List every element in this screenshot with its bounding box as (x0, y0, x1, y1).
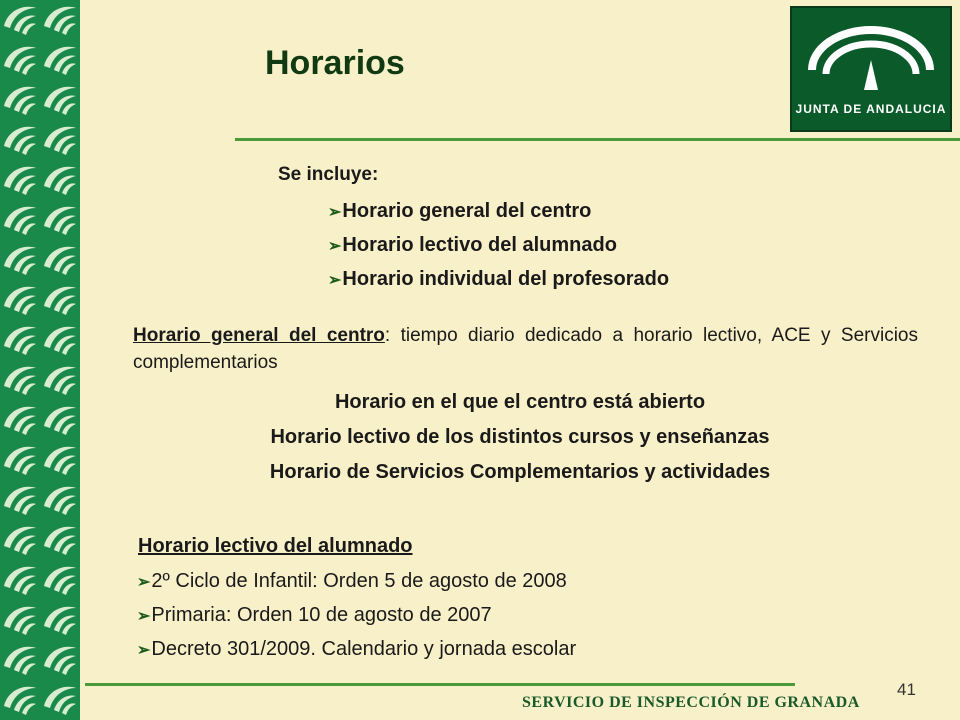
decorative-side-band (0, 0, 80, 720)
list-item: ➢Horario lectivo del alumnado (328, 234, 617, 256)
includes-list (328, 198, 669, 300)
list-item: ➢Primaria: Orden 10 de agosto de 2007 (137, 604, 492, 626)
arrow-bullet-icon: ➢ (328, 238, 342, 255)
title-divider (235, 138, 960, 141)
list-item: ➢2º Ciclo de Infantil: Orden 5 de agosto de 2008 (137, 570, 567, 592)
regulation-list (137, 568, 576, 670)
list-item: ➢Horario general del centro (328, 200, 592, 222)
paragraph-text: : tiempo diario dedicado a horario lectivo, ACE y Servicios complementarios (133, 325, 918, 373)
arrow-bullet-icon: ➢ (328, 272, 342, 289)
list-item: ➢Decreto 301/2009. Calendario y jornada escolar (137, 638, 577, 660)
logo-arches-icon (792, 8, 950, 100)
center-line: Horario lectivo de los distintos cursos y enseñanzas (270, 426, 770, 448)
logo-text: JUNTA DE ANDALUCIA (795, 102, 947, 116)
includes-label: Se incluye: (278, 164, 379, 185)
list-item: ➢Horario individual del profesorado (328, 268, 670, 290)
junta-de-andalucia-logo (790, 6, 952, 132)
center-line: Horario en el que el centro está abierto (334, 391, 706, 413)
arrow-bullet-icon: ➢ (137, 642, 151, 659)
swoosh-pattern-icon (0, 0, 80, 720)
student-schedule-heading: Horario lectivo del alumnado (138, 535, 413, 557)
slide-title: Horarios (265, 44, 405, 82)
schedule-types (130, 388, 910, 493)
center-line: Horario de Servicios Complementarios y actividades (269, 461, 771, 483)
page-number: 41 (897, 680, 916, 699)
arrow-bullet-icon: ➢ (137, 608, 151, 625)
arrow-bullet-icon: ➢ (137, 574, 151, 591)
footer-text: SERVICIO DE INSPECCIÓN DE GRANADA (522, 694, 860, 711)
paragraph-term: Horario general del centro (133, 325, 385, 346)
footer-divider (85, 683, 795, 686)
arrow-bullet-icon: ➢ (328, 204, 342, 221)
general-schedule-paragraph (133, 322, 918, 376)
